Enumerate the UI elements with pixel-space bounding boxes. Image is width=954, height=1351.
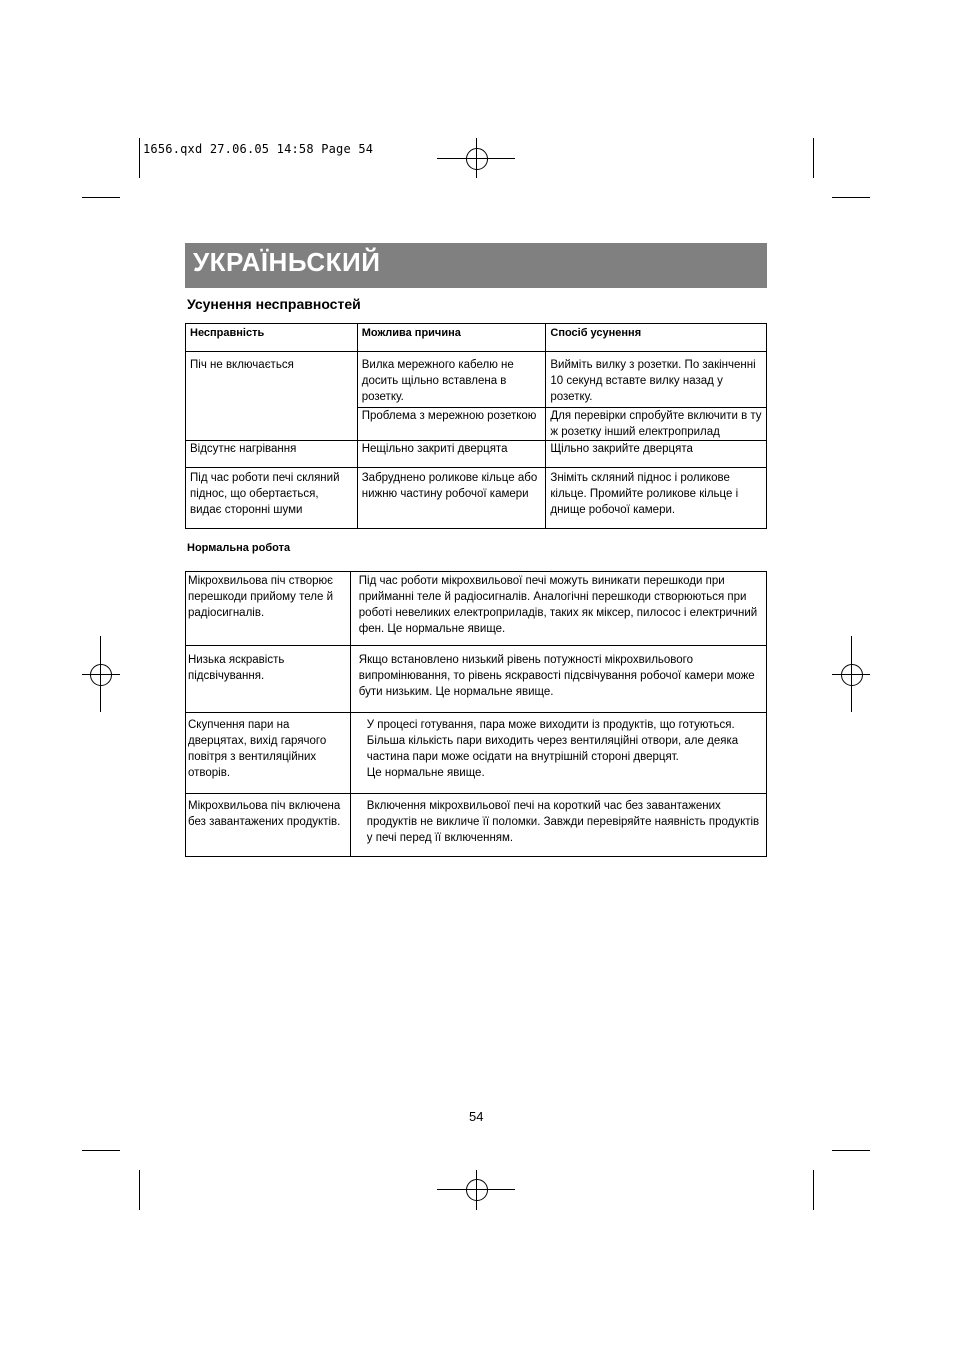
- remedy-cell: Зніміть скляний піднос і роликове кільце. Промийте роликове кільце і днище робочої камери.: [546, 468, 767, 529]
- table-row: [186, 468, 767, 529]
- table-row: [186, 441, 767, 468]
- fault-cell: Відсутнє нагрівання: [186, 441, 358, 468]
- situation-cell: Мікрохвильова піч включена без завантажених продуктів.: [186, 794, 351, 857]
- situation-cell: Скупчення пари на дверцятах, вихід гарячого повітря з вентиляційних отворів.: [186, 713, 351, 794]
- table-row: [186, 713, 767, 794]
- table-header-row: [186, 324, 767, 352]
- table-row: [186, 794, 767, 857]
- table-row: [186, 572, 767, 646]
- column-header: Можлива причина: [357, 324, 546, 352]
- explanation-cell: Включення мікрохвильової печі на короткий час без завантажених продуктів не викличе її поломки. Завжди перевіряйте наявність продуктів у печі перед її включенням.: [350, 794, 766, 857]
- explanation-text: У процесі готування, пара може виходити із продуктів, що готуються. Більша кількість пари виходить через вентиляційні отвори, але деяка частина пари може осідати на внутрішній стороні дверцят.: [366, 719, 739, 763]
- table-row: [186, 352, 767, 408]
- fault-cell: Піч не включається: [186, 352, 358, 441]
- table-row: [186, 646, 767, 713]
- column-header: Несправність: [186, 324, 358, 352]
- situation-cell: Мікрохвильова піч створює перешкоди прийому теле й радіосигналів.: [186, 572, 351, 646]
- normal-operation-table: [185, 571, 767, 857]
- explanation-note: Це нормальне явище.: [366, 767, 485, 779]
- explanation-cell: Якщо встановлено низький рівень потужності мікрохвильового випромінювання, то рівень яскравості підсвічування робочої камери може бути низьким. Це нормальне явище.: [350, 646, 766, 713]
- remedy-cell: Вийміть вилку з розетки. По закінченні 10 секунд вставте вилку назад у розетку.: [546, 352, 767, 408]
- remedy-cell: Щільно закрийте дверцята: [546, 441, 767, 468]
- page-number: 54: [469, 1109, 484, 1124]
- remedy-cell: Для перевірки спробуйте включити в ту ж розетку інший електроприлад: [546, 408, 767, 441]
- file-slug: 1656.qxd 27.06.05 14:58 Page 54: [143, 142, 374, 156]
- cause-cell: Проблема з мережною розеткою: [357, 408, 546, 441]
- fault-cell: Під час роботи печі скляний піднос, що обертається, видає сторонні шуми: [186, 468, 358, 529]
- column-header: Спосіб усунення: [546, 324, 767, 352]
- language-title: УКРАЇНЬСКИЙ: [193, 247, 381, 277]
- troubleshooting-table: [185, 323, 767, 529]
- section-title: Усунення несправностей: [187, 296, 361, 312]
- explanation-cell: Під час роботи мікрохвильової печі можуть виникати перешкоди при прийманні теле й радіосигналів. Аналогічні перешкоди створюються при роботі невеликих електроприладів, таких як міксер, пилосос і електричний фен. Це нормальне явище.: [350, 572, 766, 646]
- normal-operation-title: Нормальна робота: [187, 542, 291, 554]
- language-banner: [185, 243, 767, 288]
- cause-cell: Вилка мережного кабелю не досить щільно вставлена в розетку.: [357, 352, 546, 408]
- cause-cell: Нещільно закриті дверцята: [357, 441, 546, 468]
- situation-cell: Низька яскравість підсвічування.: [186, 646, 351, 713]
- explanation-cell: [350, 713, 766, 794]
- cause-cell: Забруднено роликове кільце або нижню частину робочої камери: [357, 468, 546, 529]
